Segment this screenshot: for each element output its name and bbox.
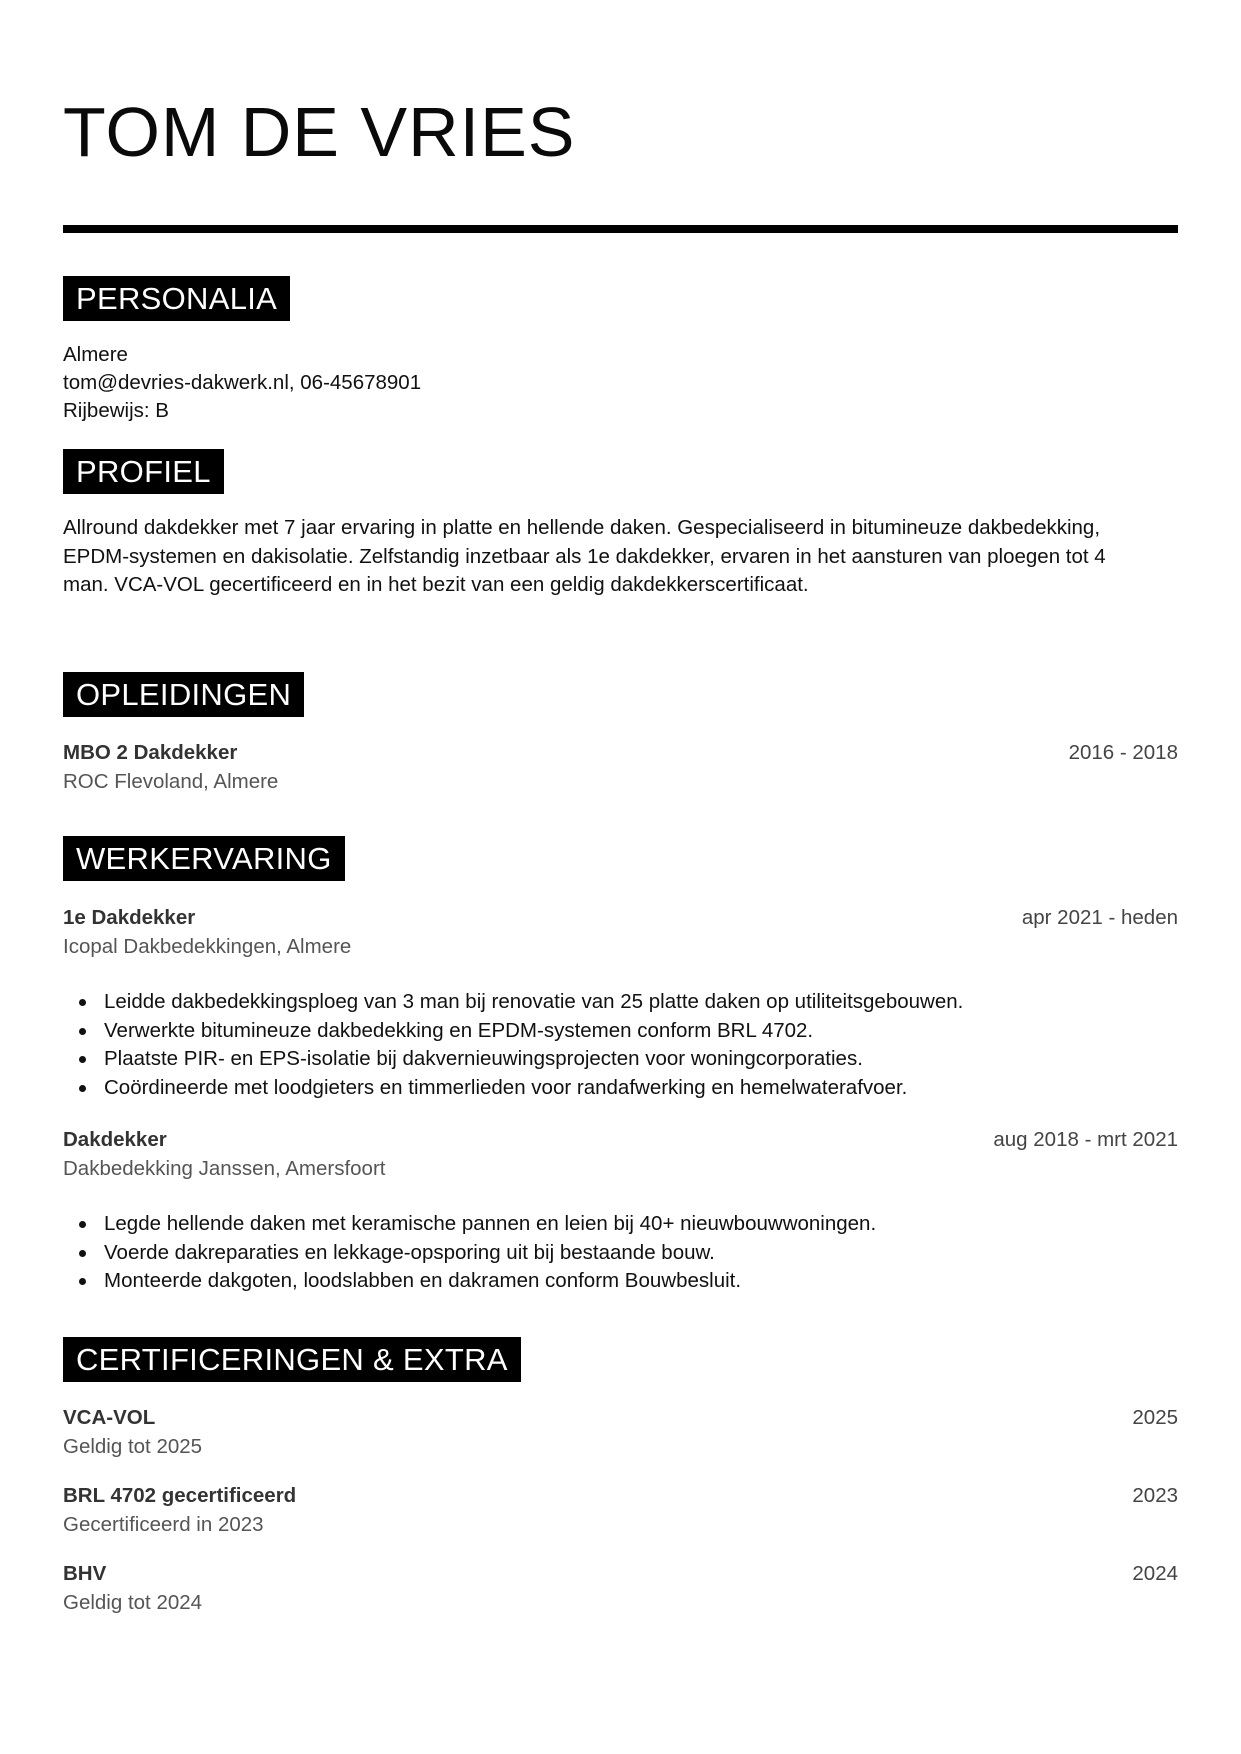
job-bullet: Coördineerde met loodgieters en timmerlieden voor randafwerking en hemelwaterafvoer. — [63, 1074, 963, 1103]
candidate-name: TOM DE VRIES — [63, 93, 576, 171]
job-bullet: Legde hellende daken met keramische pannen en leien bij 40+ nieuwbouwwoningen. — [63, 1210, 876, 1239]
experience-entry — [63, 903, 1178, 961]
education-title: MBO 2 Dakdekker — [63, 741, 238, 764]
personalia-license: Rijbewijs: B — [63, 399, 169, 422]
job-company: Dakbedekking Janssen, Amersfoort — [63, 1157, 386, 1180]
job-company: Icopal Dakbedekkingen, Almere — [63, 935, 352, 958]
certification-year: 2024 — [1132, 1562, 1178, 1585]
education-institution: ROC Flevoland, Almere — [63, 770, 279, 793]
job-bullet: Leidde dakbedekkingsploeg van 3 man bij renovatie van 25 platte daken op utiliteitsgebouwen. — [63, 988, 963, 1017]
section-title-werkervaring: WERKERVARING — [63, 836, 345, 881]
certification-entry — [63, 1403, 1178, 1461]
job-period: aug 2018 - mrt 2021 — [993, 1128, 1178, 1151]
personalia-city: Almere — [63, 343, 128, 366]
job-title: 1e Dakdekker — [63, 906, 196, 929]
experience-entry — [63, 1125, 1178, 1183]
job-bullet: Plaatste PIR- en EPS-isolatie bij dakvernieuwingsprojecten voor woningcorporaties. — [63, 1045, 963, 1074]
job-bullets — [63, 1210, 876, 1296]
job-bullet: Voerde dakreparaties en lekkage-opsporing uit bij bestaande bouw. — [63, 1239, 876, 1268]
certification-entry — [63, 1559, 1178, 1617]
section-title-certificeringen: CERTIFICERINGEN & EXTRA — [63, 1337, 521, 1382]
certification-entry — [63, 1481, 1178, 1539]
section-title-opleidingen: OPLEIDINGEN — [63, 672, 304, 717]
certification-title: VCA-VOL — [63, 1406, 156, 1429]
job-bullets — [63, 988, 963, 1102]
certification-detail: Gecertificeerd in 2023 — [63, 1513, 264, 1536]
certification-detail: Geldig tot 2024 — [63, 1591, 203, 1614]
certification-detail: Geldig tot 2025 — [63, 1435, 203, 1458]
section-title-profiel: PROFIEL — [63, 449, 224, 494]
job-bullet: Verwerkte bitumineuze dakbedekking en EPDM-systemen conform BRL 4702. — [63, 1017, 963, 1046]
job-period: apr 2021 - heden — [1021, 906, 1178, 929]
certification-title: BRL 4702 gecertificeerd — [63, 1484, 297, 1507]
profile-text: Allround dakdekker met 7 jaar ervaring in platte en hellende daken. Gespecialiseerd in bitumineuze dakbedekking, EPDM-systemen en dakisolatie. Zelfstandig inzetbaar als 1e dakdekker, ervaren in het aansturen van ploegen tot 4 man. VCA-VOL gecertificeerd en in het bezit van een geldig dakdekkerscertificaat. — [63, 516, 1106, 596]
education-period: 2016 - 2018 — [1068, 741, 1178, 764]
certification-title: BHV — [63, 1562, 107, 1585]
job-bullet: Monteerde dakgoten, loodslabben en dakramen conform Bouwbesluit. — [63, 1267, 876, 1296]
certification-year: 2025 — [1132, 1406, 1178, 1429]
education-entry — [63, 738, 1178, 796]
header-divider — [63, 225, 1178, 233]
certification-year: 2023 — [1132, 1484, 1178, 1507]
personalia-contact: tom@devries-dakwerk.nl, 06-45678901 — [63, 371, 422, 394]
job-title: Dakdekker — [63, 1128, 167, 1151]
section-title-personalia: PERSONALIA — [63, 276, 290, 321]
